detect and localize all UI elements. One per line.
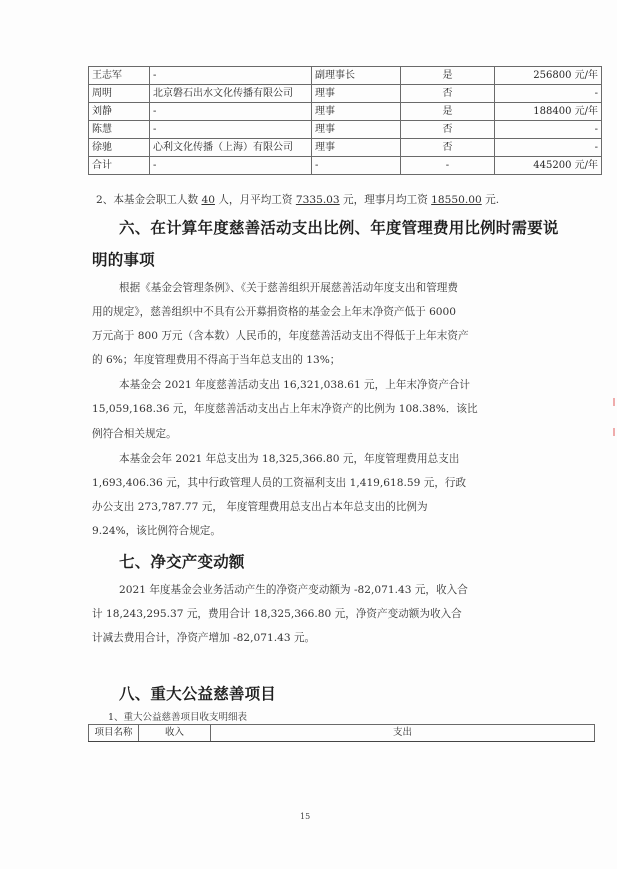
table-cell: 副理事长 bbox=[312, 67, 401, 85]
table-cell: 徐驰 bbox=[89, 139, 150, 157]
staff-text: 元，理事月均工资 bbox=[343, 194, 428, 206]
paragraph-line: 的 6%；年度管理费用不得高于当年总支出的 13%； bbox=[92, 354, 341, 366]
paragraph-line: 根据《基金会管理条例》、《关于慈善组织开展慈善活动年度支出和管理费 bbox=[119, 282, 458, 294]
scan-edge-mark bbox=[613, 428, 615, 436]
table-row bbox=[89, 139, 602, 157]
column-header: 收入 bbox=[139, 725, 211, 742]
paragraph-line: 本基金会年 2021 年总支出为 18,325,366.80 元，年度管理费用总支出 bbox=[119, 453, 460, 465]
paragraph-line: 办公支出 273,787.77 元， 年度管理费用总支出占本年总支出的比例为 bbox=[92, 501, 428, 513]
table-caption: 1、重大公益慈善项目收支明细表 bbox=[108, 712, 248, 723]
table-cell: 合计 bbox=[89, 157, 150, 175]
table-cell: 周明 bbox=[89, 85, 150, 103]
staff-count: 40 bbox=[201, 194, 215, 206]
table-cell: 否 bbox=[401, 139, 495, 157]
paragraph-line: 9.24%，该比例符合规定。 bbox=[92, 525, 221, 537]
table-cell: - bbox=[495, 85, 602, 103]
table-cell: 是 bbox=[401, 67, 495, 85]
table-cell: 理事 bbox=[312, 121, 401, 139]
paragraph-line: 1,693,406.36 元，其中行政管理人员的工资福利支出 1,419,618.59 元，行政 bbox=[92, 477, 467, 489]
scan-edge-mark bbox=[613, 398, 615, 406]
section-6-title: 六、在计算年度慈善活动支出比例、年度管理费用比例时需要说 bbox=[119, 218, 559, 237]
table-cell: 王志军 bbox=[89, 67, 150, 85]
paragraph-line: 15,059,168.36 元，年度慈善活动支出占上年末净资产的比例为 108.38%．该比 bbox=[92, 403, 478, 415]
table-cell: 陈慧 bbox=[89, 121, 150, 139]
table-cell: - bbox=[150, 103, 312, 121]
table-cell: 否 bbox=[401, 121, 495, 139]
table-header-row bbox=[89, 725, 595, 742]
table-cell: 445200 元/年 bbox=[495, 157, 602, 175]
column-header: 支出 bbox=[211, 725, 595, 742]
table-row bbox=[89, 157, 602, 175]
paragraph-line: 计减去费用合计，净资产增加 -82,071.43 元。 bbox=[92, 632, 316, 644]
section-6-title-cont: 明的事项 bbox=[92, 250, 155, 269]
board-avg-salary: 18550.00 bbox=[431, 194, 482, 206]
paragraph-line: 2021 年度基金会业务活动产生的净资产变动额为 -82,071.43 元，收入合 bbox=[119, 584, 468, 596]
column-header: 项目名称 bbox=[89, 725, 139, 742]
table-cell: 理事 bbox=[312, 103, 401, 121]
table-cell: - bbox=[312, 157, 401, 175]
paragraph-line: 用的规定》，慈善组织中不具有公开募捐资格的基金会上年末净资产低于 6000 bbox=[92, 306, 457, 318]
table-cell: 理事 bbox=[312, 139, 401, 157]
table-cell: 理事 bbox=[312, 85, 401, 103]
table-row bbox=[89, 103, 602, 121]
staff-salary-line bbox=[96, 192, 499, 207]
section-8-title: 八、重大公益慈善项目 bbox=[119, 684, 277, 703]
staff-prefix: 2、本基金会职工人数 bbox=[96, 194, 199, 206]
table-cell: 心利文化传播（上海）有限公司 bbox=[150, 139, 312, 157]
table-cell: - bbox=[495, 139, 602, 157]
table-cell: - bbox=[150, 121, 312, 139]
staff-text: 元. bbox=[485, 194, 500, 206]
table-cell: 刘静 bbox=[89, 103, 150, 121]
staff-text: 人，月平均工资 bbox=[218, 194, 293, 206]
paragraph-line: 本基金会 2021 年度慈善活动支出 16,321,038.61 元，上年末净资产合计 bbox=[119, 379, 470, 391]
table-cell: - bbox=[150, 67, 312, 85]
table-cell: - bbox=[401, 157, 495, 175]
page-number: 15 bbox=[300, 812, 311, 821]
staff-avg-salary: 7335.03 bbox=[295, 194, 340, 206]
paragraph-line: 万元高于 800 万元（含本数）人民币的，年度慈善活动支出不得低于上年末资产 bbox=[92, 330, 469, 342]
table-cell: - bbox=[495, 121, 602, 139]
table-cell: 是 bbox=[401, 103, 495, 121]
project-income-expense-table bbox=[88, 724, 595, 742]
table-row bbox=[89, 121, 602, 139]
paragraph-line: 例符合相关规定。 bbox=[92, 428, 177, 440]
table-cell: 北京磐石出水文化传播有限公司 bbox=[150, 85, 312, 103]
table-cell: - bbox=[150, 157, 312, 175]
table-cell: 188400 元/年 bbox=[495, 103, 602, 121]
table-cell: 256800 元/年 bbox=[495, 67, 602, 85]
table-row bbox=[89, 67, 602, 85]
table-cell: 否 bbox=[401, 85, 495, 103]
paragraph-line: 计 18,243,295.37 元，费用合计 18,325,366.80 元，净资产变动额为收入合 bbox=[92, 608, 462, 620]
board-compensation-table bbox=[88, 66, 602, 175]
table-row bbox=[89, 85, 602, 103]
section-7-title: 七、净交产变动额 bbox=[119, 552, 245, 571]
